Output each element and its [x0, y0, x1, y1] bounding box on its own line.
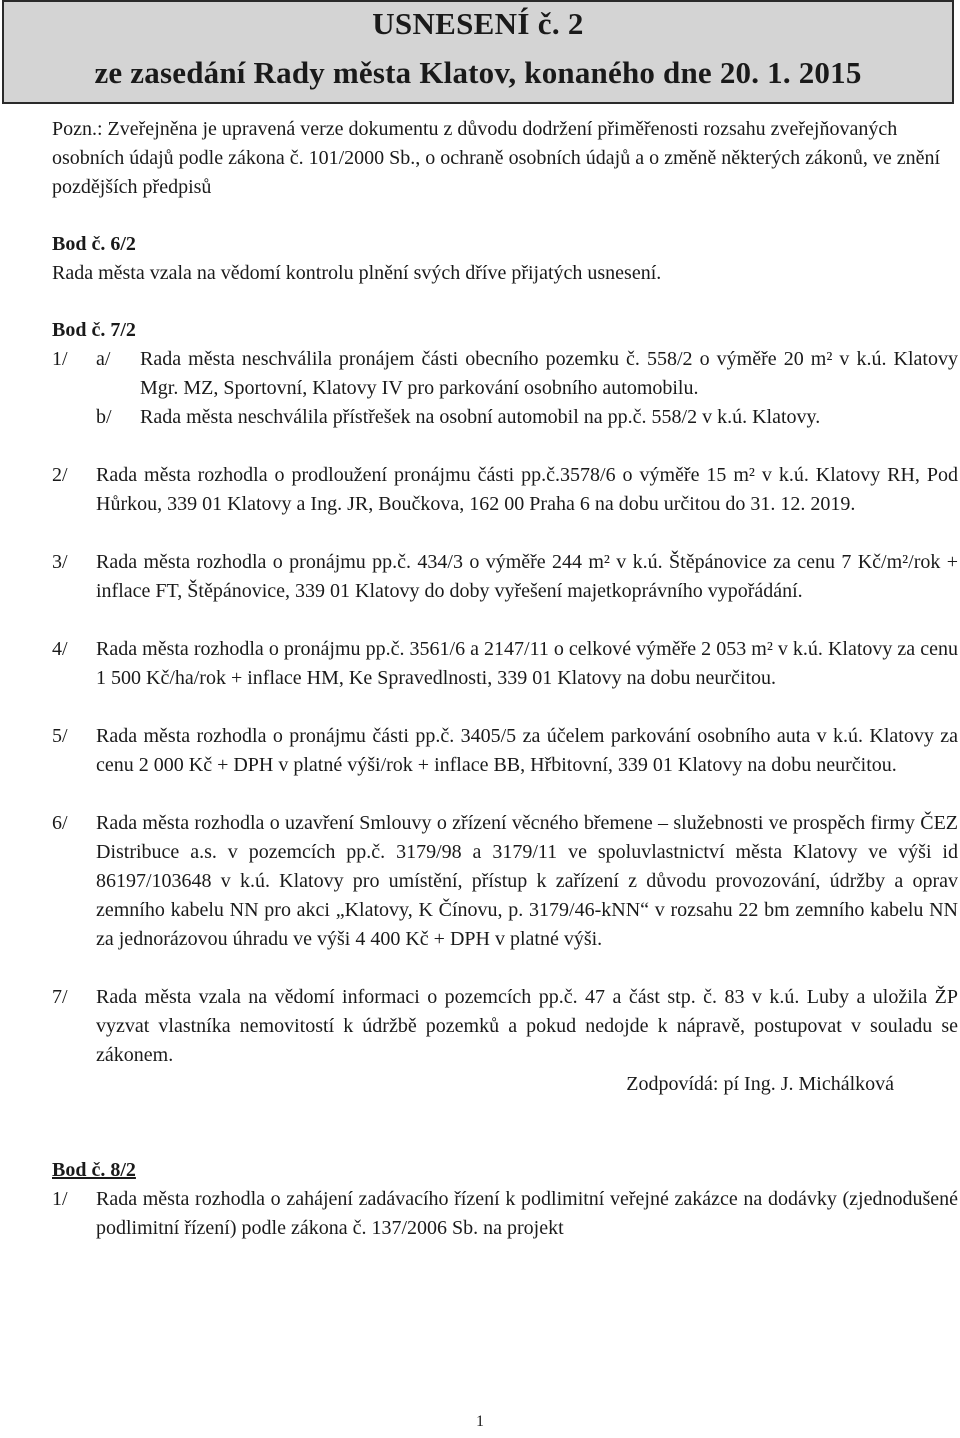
bod-7-item-3	[52, 548, 958, 606]
sub-letter: a/	[96, 348, 111, 370]
item-number: 5/	[52, 725, 68, 747]
document-subtitle: ze zasedání Rady města Klatov, konaného dne 20. 1. 2015	[94, 55, 862, 90]
item-number: 6/	[52, 812, 68, 834]
bod-6-heading: Bod č. 6/2	[52, 233, 136, 255]
bod-7-item-7	[52, 983, 958, 1099]
sub-letter: b/	[96, 406, 112, 428]
item-number: 3/	[52, 551, 68, 573]
header-box	[2, 0, 954, 104]
bod-7-item-5	[52, 722, 958, 780]
bod-7-item-2	[52, 461, 958, 519]
item-1b	[96, 403, 958, 432]
document-body	[52, 115, 958, 1243]
item-text: Rada města rozhodla o pronájmu pp.č. 3561/6 a 2147/11 o celkové výměře 2 053 m² v k.ú. Klatovy za cenu 1 500 Kč/ha/rok + inflace HM, Ke Spravedlnosti, 339 01 Klatovy na dobu neurčitou.	[96, 638, 958, 689]
item-text: Rada města rozhodla o prodloužení pronájmu části pp.č.3578/6 o výměře 15 m² v k.ú. Klatovy RH, Pod Hůrkou, 339 01 Klatovy a Ing. JR, Boučkova, 162 00 Praha 6 na dobu určitou do 31. 12. 2019.	[96, 464, 958, 515]
responsible-person: Zodpovídá: pí Ing. J. Michálková	[626, 1073, 894, 1095]
bod-8-item-1	[52, 1185, 958, 1243]
bod-8-heading: Bod č. 8/2	[52, 1159, 136, 1181]
item-number: 1/	[52, 1188, 68, 1210]
item-text: Rada města vzala na vědomí informaci o pozemcích pp.č. 47 a část stp. č. 83 v k.ú. Luby a uložila ŽP vyzvat vlastníka nemovitostí k údržbě pozemků a pokud nedojde k nápravě, postupovat v souladu se zákonem.	[96, 986, 958, 1066]
item-text: Rada města rozhodla o pronájmu pp.č. 434/3 o výměře 244 m² v k.ú. Štěpánovice za cenu 7 Kč/m²/rok + inflace FT, Štěpánovice, 339 01 Klatovy do doby vyřešení majetkoprávního vypořádání.	[96, 551, 958, 602]
sub-text: Rada města neschválila pronájem části obecního pozemku č. 558/2 o výměře 20 m² v k.ú. Klatovy Mgr. MZ, Sportovní, Klatovy IV pro parkování osobního automobilu.	[140, 348, 958, 399]
bod-7-item-6	[52, 809, 958, 954]
item-number: 7/	[52, 986, 68, 1008]
item-text: Rada města rozhodla o uzavření Smlouvy o zřízení věcného břemene – služebnosti ve prospěch firmy ČEZ Distribuce a.s. v pozemcích pp.č. 3179/98 a 3179/11 ve spoluvlastnictví města Klatovy ve výši id 86197/103648 v k.ú. Klatovy pro umístění, přístup k zařízení z důvodu provozování, údržby a oprav zemního kabelu NN pro akci „Klatovy, K Čínovu, p. 3179/46-kNN“ v rozsahu 22 bm zemního kabelu NN za jednorázovou úhradu ve výši 4 400 Kč + DPH v platné výši.	[96, 812, 958, 950]
bod-7-heading: Bod č. 7/2	[52, 319, 136, 341]
item-1a	[96, 345, 958, 403]
bod-6-text: Rada města vzala na vědomí kontrolu plnění svých dříve přijatých usnesení.	[52, 262, 662, 284]
item-number: 4/	[52, 638, 68, 660]
sub-text: Rada města neschválila přístřešek na osobní automobil na pp.č. 558/2 v k.ú. Klatovy.	[140, 406, 821, 428]
item-text: Rada města rozhodla o pronájmu části pp.č. 3405/5 za účelem parkování osobního auta v k.ú. Klatovy za cenu 2 000 Kč + DPH v platné výši/rok + inflace BB, Hřbitovní, 339 01 Klatovy na dobu neurčitou.	[96, 725, 958, 776]
privacy-note: Pozn.: Zveřejněna je upravená verze dokumentu z důvodu dodržení přiměřenosti rozsahu zveřejňovaných osobních údajů podle zákona č. 101/2000 Sb., o ochraně osobních údajů a o změně některých zákonů, ve znění pozdějších předpisů	[52, 118, 941, 198]
bod-7-item-1	[52, 345, 958, 432]
item-number: 1/	[52, 348, 68, 370]
bod-7-item-4	[52, 635, 958, 693]
item-number: 2/	[52, 464, 68, 486]
page-number: 1	[476, 1413, 484, 1430]
document-title: USNESENÍ č. 2	[372, 6, 584, 41]
item-text: Rada města rozhodla o zahájení zadávacího řízení k podlimitní veřejné zakázce na dodávky (zjednodušené podlimitní řízení) podle zákona č. 137/2006 Sb. na projekt	[96, 1188, 958, 1239]
